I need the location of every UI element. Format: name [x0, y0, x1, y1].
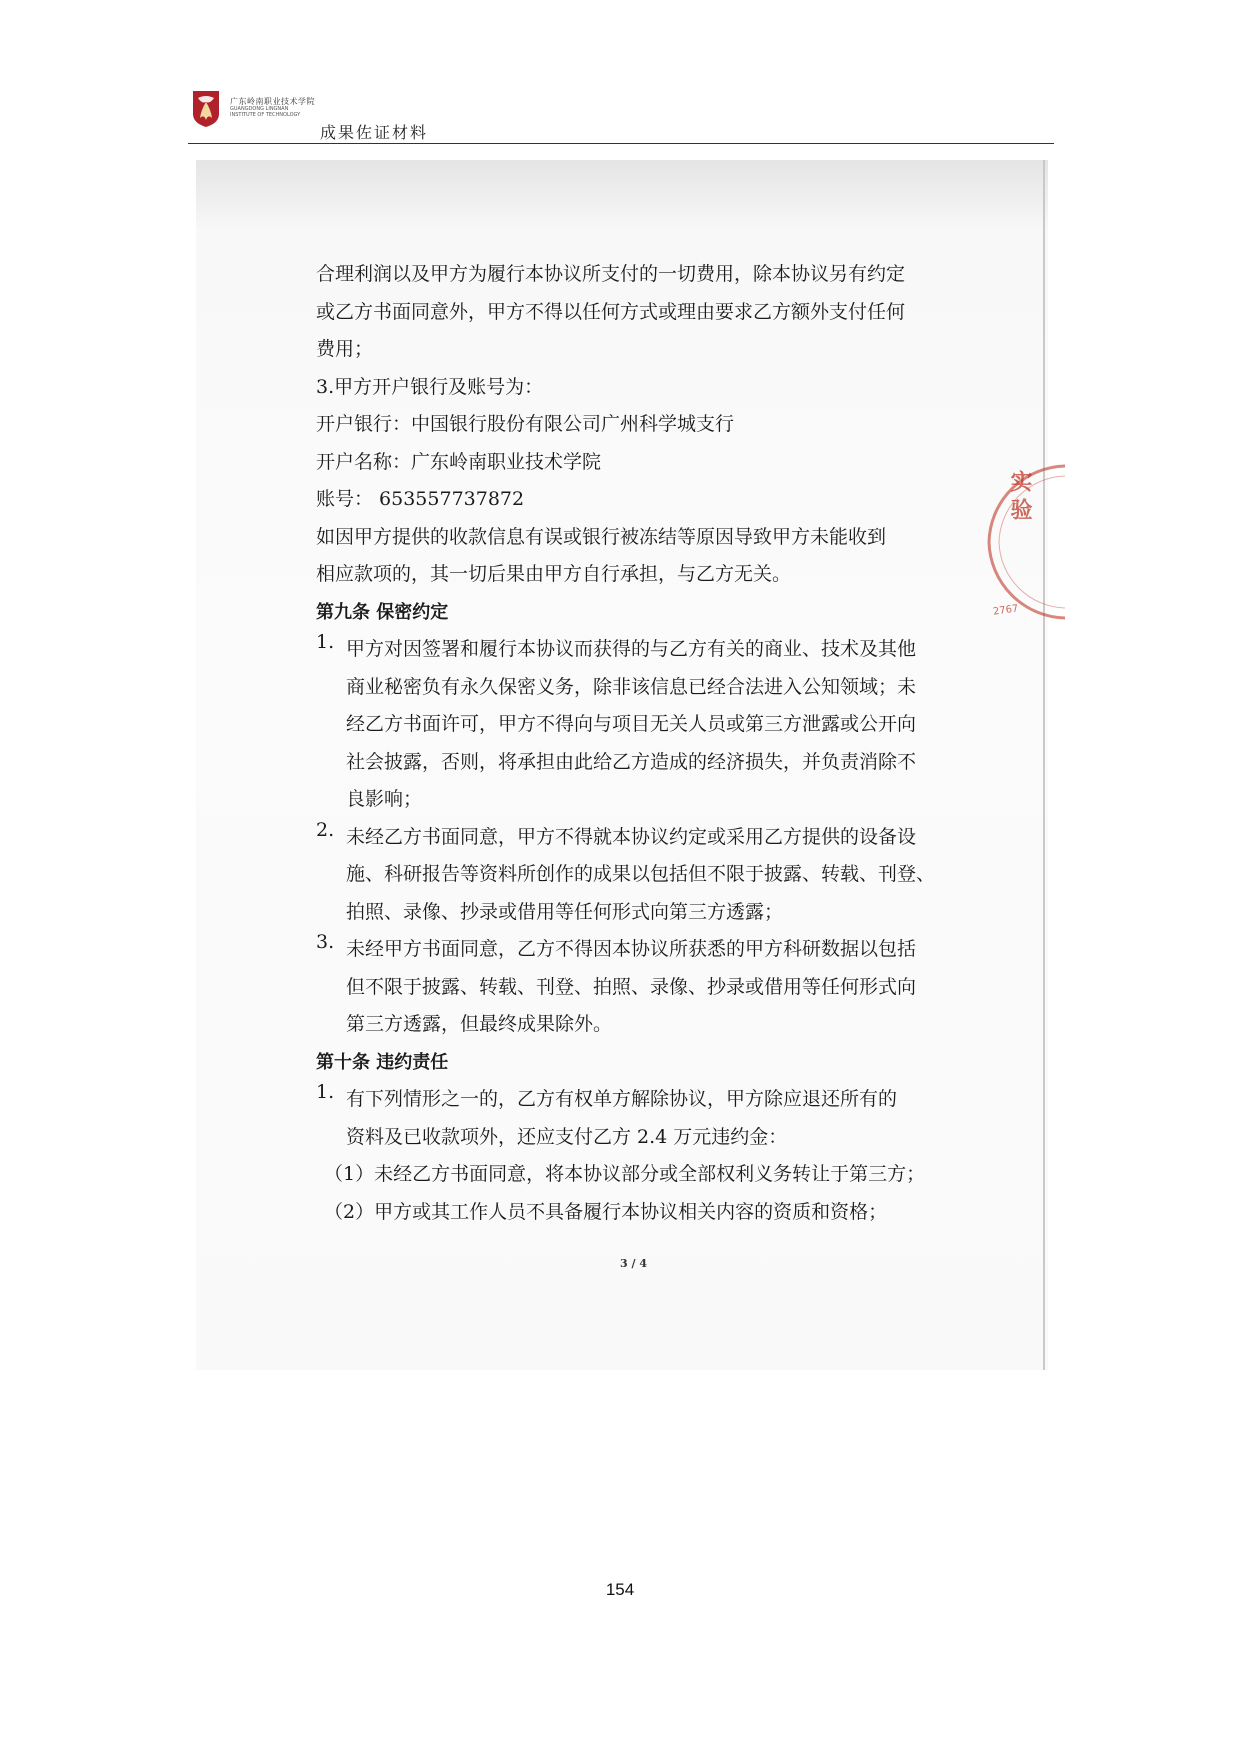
item-line: 未经乙方书面同意，甲方不得就本协议约定或采用乙方提供的设备设	[346, 825, 917, 848]
doc-line: 费用；	[316, 338, 374, 360]
item-line: 未经甲方书面同意，乙方不得因本协议所获悉的甲方科研数据以包括	[346, 938, 917, 960]
sub-item-1: （1）未经乙方书面同意，将本协议部分或全部权利义务转让于第三方；	[324, 1163, 926, 1185]
section-10-heading: 第十条 违约责任	[316, 1051, 449, 1073]
section-9-item-3	[316, 931, 956, 1044]
page-header	[188, 86, 1054, 146]
item-line: 拍照、录像、抄录或借用等任何形式向第三方透露；	[346, 900, 784, 923]
doc-line: 合理利润以及甲方为履行本协议所支付的一切费用，除本协议另有约定	[316, 263, 906, 285]
item-line: 第三方透露，但最终成果除外。	[346, 1013, 613, 1035]
institution-name-en: GUANGDONG LINGNAN INSTITUTE OF TECHNOLOGY	[230, 106, 301, 118]
item-number: 2.	[316, 818, 335, 841]
item-line: 有下列情形之一的，乙方有权单方解除协议，甲方除应退还所有的	[346, 1088, 898, 1110]
seal-number: 2767	[992, 603, 1020, 618]
section-10-item-1	[316, 1081, 956, 1156]
doc-line: 相应款项的，其一切后果由甲方自行承担，与乙方无关。	[316, 563, 792, 585]
doc-line: 如因甲方提供的收款信息有误或银行被冻结等原因导致甲方未能收到	[316, 525, 887, 548]
section-9-item-1	[316, 631, 956, 819]
scan-edge-line	[1043, 160, 1045, 1370]
doc-line: 3.甲方开户银行及账号为：	[316, 375, 544, 398]
item-line: 甲方对因签署和履行本协议而获得的与乙方有关的商业、技术及其他	[346, 638, 917, 660]
seal-text: 实验	[1007, 470, 1033, 526]
item-number: 1.	[316, 631, 335, 653]
scan-page-indicator: 3 / 4	[620, 1257, 647, 1270]
item-line: 经乙方书面许可，甲方不得向与项目无关人员或第三方泄露或公开向	[346, 713, 917, 735]
item-line: 社会披露，否则，将承担由此给乙方造成的经济损失，并负责消除不	[346, 750, 917, 773]
section-9-heading: 第九条 保密约定	[316, 601, 449, 623]
scan-shadow	[196, 160, 1048, 230]
institution-logo-icon	[192, 90, 220, 128]
item-line: 但不限于披露、转载、刊登、拍照、录像、抄录或借用等任何形式向	[346, 975, 917, 998]
item-line: 商业秘密负有永久保密义务，除非该信息已经合法进入公知领域；未	[346, 675, 917, 698]
bank-name-line: 开户银行：中国银行股份有限公司广州科学城支行	[316, 413, 735, 435]
sub-item-2: （2）甲方或其工作人员不具备履行本协议相关内容的资质和资格；	[324, 1200, 888, 1223]
item-number: 1.	[316, 1081, 335, 1103]
item-line: 资料及已收款项外，还应支付乙方 2.4 万元违约金：	[346, 1125, 788, 1148]
item-line: 良影响；	[346, 788, 423, 810]
account-number-line: 账号： 653557737872	[316, 488, 525, 510]
header-divider	[188, 143, 1054, 144]
institution-name-cn: 广东岭南职业技术学院	[230, 97, 315, 106]
document-body	[316, 256, 956, 1231]
doc-line: 或乙方书面同意外，甲方不得以任何方式或理由要求乙方额外支付任何	[316, 300, 906, 323]
item-line: 施、科研报告等资料所创作的成果以包括但不限于披露、转载、刊登、	[346, 863, 936, 885]
item-number: 3.	[316, 931, 335, 953]
section-9-item-2	[316, 819, 956, 932]
header-title: 成果佐证材料	[320, 123, 429, 142]
account-name-line: 开户名称：广东岭南职业技术学院	[316, 450, 602, 473]
page-number: 154	[605, 1580, 635, 1599]
